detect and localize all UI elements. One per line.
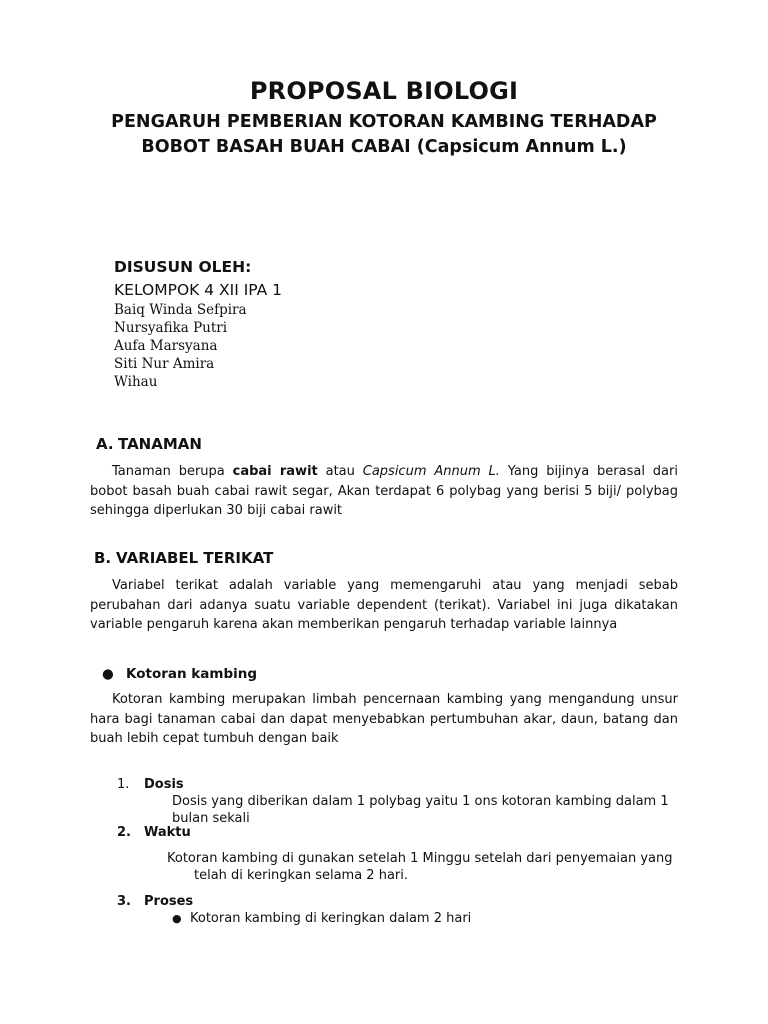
member-name: Aufa Marsyana	[114, 338, 218, 354]
section-a-paragraph	[90, 462, 678, 521]
item-line: Dosis yang diberikan dalam 1 polybag yaitu 1 ons kotoran kambing dalam 1	[172, 794, 669, 809]
kotoran-paragraph: Kotoran kambing merupakan limbah pencernaan kambing yang mengandung unsur hara bagi tanaman cabai dan dapat menyebabkan pertumbuhan akar, daun, batang dan buah lebih cepat tumbuh dengan baik	[90, 692, 678, 746]
group-name: KELOMPOK 4 XII IPA 1	[114, 281, 283, 299]
member-name: Baiq Winda Sefpira	[114, 302, 247, 318]
item-title: Dosis	[144, 777, 184, 792]
section-b-heading	[94, 548, 273, 568]
item-dosis-heading	[117, 776, 184, 794]
member-name: Nursyafika Putri	[114, 320, 228, 336]
item-line: bulan sekali	[172, 811, 250, 826]
item-proses-bullet	[172, 910, 471, 928]
item-waktu-heading	[117, 824, 191, 842]
item-dosis-body	[172, 793, 669, 827]
kotoran-title: Kotoran kambing	[126, 666, 258, 682]
bullet-text: Kotoran kambing di keringkan dalam 2 hari	[190, 911, 472, 926]
item-number: 2.	[117, 825, 131, 840]
item-line: telah di keringkan selama 2 hari.	[194, 868, 408, 883]
text-run: Tanaman berupa	[112, 464, 233, 479]
authors-heading: DISUSUN OLEH:	[114, 258, 252, 276]
bullet-icon: ●	[102, 666, 114, 682]
item-proses-heading	[117, 893, 193, 911]
section-a-title: TANAMAN	[118, 435, 202, 453]
item-title: Proses	[144, 894, 194, 909]
text-run: atau	[317, 464, 363, 479]
item-line: Kotoran kambing di gunakan setelah 1 Minggu setelah dari penyemaian yang	[167, 851, 673, 866]
document-subtitle: PENGARUH PEMBERIAN KOTORAN KAMBING TERHADAP BOBOT BASAH BUAH CABAI (Capsicum Annum L.)	[111, 112, 657, 157]
section-a-letter: A.	[96, 435, 114, 453]
item-title: Waktu	[144, 825, 191, 840]
item-waktu-body	[167, 850, 673, 884]
text-run: Yang bijinya berasal dari bobot basah buah cabai rawit segar, Akan terdapat 6 polybag yang berisi 5 biji/ polybag sehingga diperlukan 30 biji cabai rawit	[90, 464, 678, 518]
section-a-heading	[96, 434, 202, 454]
document-title: PROPOSAL BIOLOGI	[249, 77, 519, 105]
scientific-name: Capsicum Annum L.	[362, 464, 500, 479]
kotoran-heading	[102, 664, 257, 684]
section-b-paragraph: Variabel terikat adalah variable yang memengaruhi atau yang menjadi sebab perubahan dari adanya suatu variable dependent (terikat). Variabel ini juga dikatakan variable pengaruh karena akan memberikan pengaruh terhadap variable lainnya	[90, 578, 678, 632]
section-b-letter: B.	[94, 549, 112, 567]
member-name: Wihau	[114, 374, 158, 390]
section-b-title: VARIABEL TERIKAT	[116, 549, 274, 567]
item-number: 1.	[117, 777, 130, 792]
authors-block	[114, 256, 282, 391]
bullet-icon: ●	[172, 912, 182, 925]
bold-term: cabai rawit	[232, 464, 318, 479]
item-number: 3.	[117, 894, 131, 909]
member-name: Siti Nur Amira	[114, 356, 215, 372]
